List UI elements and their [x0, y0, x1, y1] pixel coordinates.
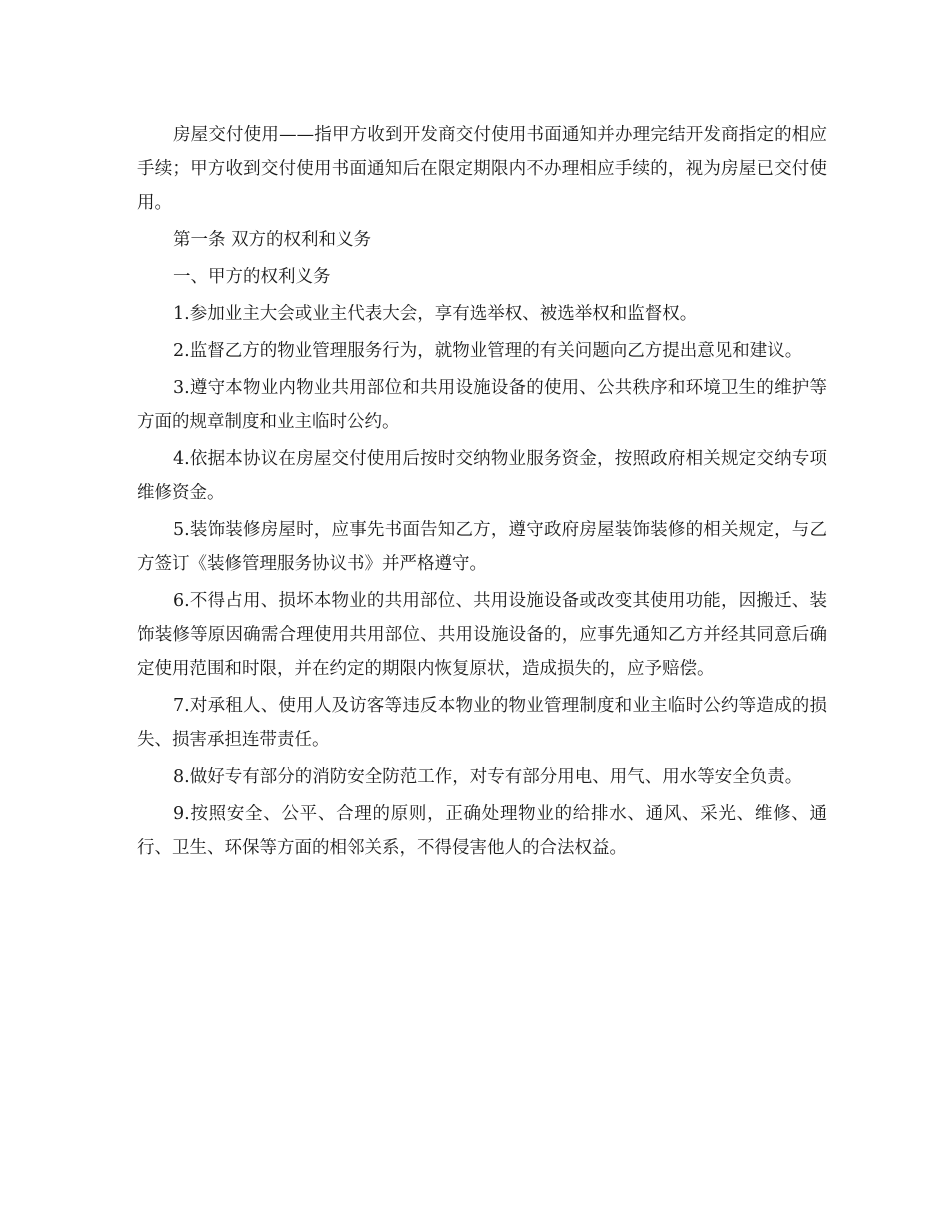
list-item: 3.遵守本物业内物业共用部位和共用设施设备的使用、公共秩序和环境卫生的维护等方面的规章制度和业主临时公约。 — [137, 378, 827, 432]
list-item: 6.不得占用、损坏本物业的共用部位、共用设施设备或改变其使用功能，因搬迁、装饰装修等原因确需合理使用共用部位、共用设施设备的，应事先通知乙方并经其同意后确定使用范围和时限，并在约定的期限内恢复原状，造成损失的，应予赔偿。 — [137, 591, 827, 679]
list-item: 9.按照安全、公平、合理的原则，正确处理物业的给排水、通风、采光、维修、通行、卫生、环保等方面的相邻关系，不得侵害他人的合法权益。 — [137, 804, 827, 858]
list-item: 8.做好专有部分的消防安全防范工作，对专有部分用电、用气、用水等安全负责。 — [173, 767, 803, 787]
section-heading: 一、甲方的权利义务 — [173, 267, 331, 287]
list-item: 2.监督乙方的物业管理服务行为，就物业管理的有关问题向乙方提出意见和建议。 — [173, 341, 803, 361]
list-item: 7.对承租人、使用人及访客等违反本物业的物业管理制度和业主临时公约等造成的损失、损害承担连带责任。 — [137, 696, 827, 750]
list-item: 5.装饰装修房屋时，应事先书面告知乙方，遵守政府房屋装饰装修的相关规定，与乙方签订《装修管理服务协议书》并严格遵守。 — [137, 520, 827, 574]
list-item: 1.参加业主大会或业主代表大会，享有选举权、被选举权和监督权。 — [173, 304, 698, 324]
paragraph-definition-delivery: 房屋交付使用——指甲方收到开发商交付使用书面通知并办理完结开发商指定的相应手续；甲方收到交付使用书面通知后在限定期限内不办理相应手续的，视为房屋已交付使用。 — [137, 125, 827, 213]
article-heading: 第一条 双方的权利和义务 — [173, 230, 372, 250]
list-item: 4.依据本协议在房屋交付使用后按时交纳物业服务资金，按照政府相关规定交纳专项维修资金。 — [137, 449, 827, 503]
document-body — [137, 118, 827, 868]
